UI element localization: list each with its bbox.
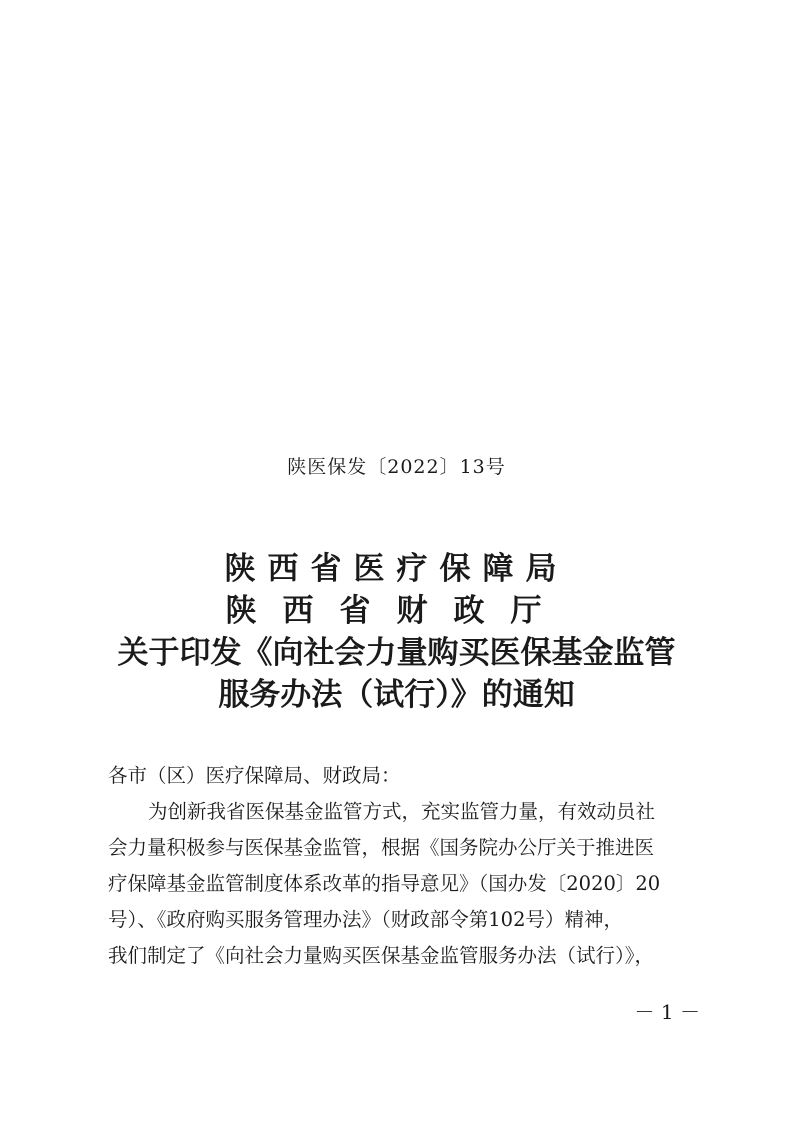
body-line: 为创新我省医保基金监管方式，充实监管力量，有效动员社 bbox=[148, 800, 656, 823]
page-number: － 1 － bbox=[634, 1000, 700, 1024]
title-line-issuer-1: 陕西省医疗保障局 bbox=[224, 551, 569, 587]
document-number: 陕医保发〔2022〕13号 bbox=[287, 456, 506, 478]
document-body bbox=[108, 758, 698, 974]
body-line: 我们制定了《向社会力量购买医保基金监管服务办法（试行）》， bbox=[108, 944, 655, 967]
title-line-subject-1: 关于印发《向社会力量购买医保基金监管 bbox=[117, 635, 676, 671]
title-line-issuer-2: 陕西省财政厅 bbox=[225, 593, 568, 629]
body-line: 号）、《政府购买服务管理办法》（财政部令第102号）精神， bbox=[108, 908, 623, 931]
body-line: 会力量积极参与医保基金监管，根据《国务院办公厅关于推进医 bbox=[108, 836, 655, 859]
title-line-subject-2: 服务办法（试行）》的通知 bbox=[218, 677, 575, 713]
salutation: 各市（区）医疗保障局、财政局： bbox=[108, 764, 401, 787]
body-line: 疗保障基金监管制度体系改革的指导意见》（国办发〔2020〕20 bbox=[108, 872, 661, 895]
document-title bbox=[0, 548, 793, 716]
